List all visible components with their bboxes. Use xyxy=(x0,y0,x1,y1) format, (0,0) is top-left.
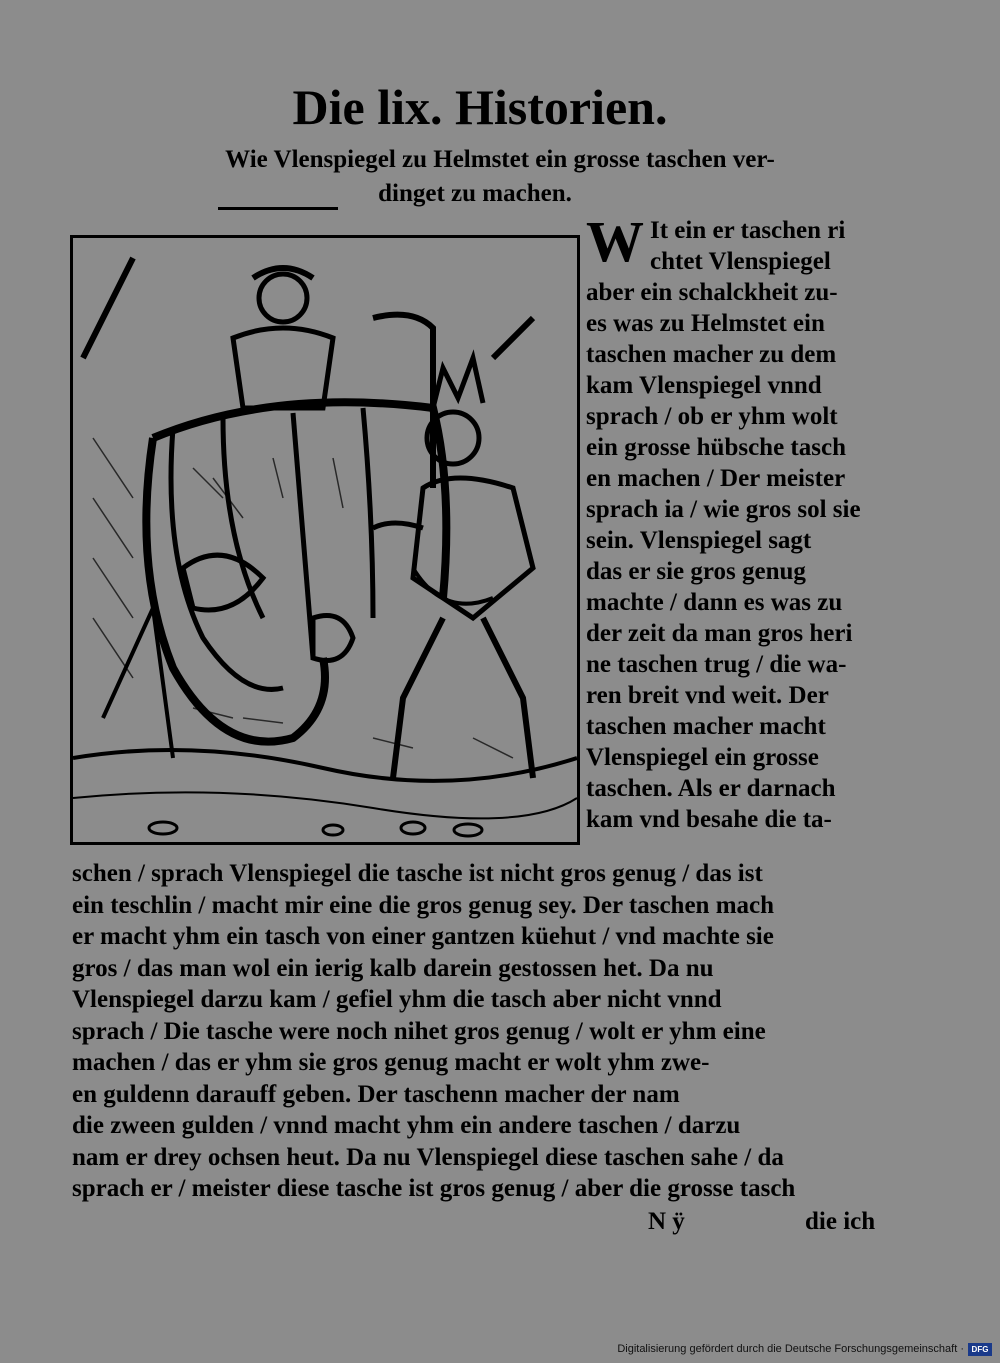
side-text-line: aber ein schalckheit zu- xyxy=(586,279,838,306)
side-text-line: Vlenspiegel ein grosse xyxy=(586,744,819,771)
woodcut-drawing xyxy=(73,238,577,842)
side-text-line: ein grosse hübsche tasch xyxy=(586,434,846,461)
chapter-subtitle-line-1: Wie Vlenspiegel zu Helmstet ein grosse taschen ver- xyxy=(225,146,775,173)
dfg-logo: DFG xyxy=(968,1343,992,1356)
full-text-line: sprach / Die tasche were noch nihet gros genug / wolt er yhm eine xyxy=(72,1017,766,1045)
side-text-line: It ein er taschen ri xyxy=(650,217,846,244)
side-text-line: en machen / Der meister xyxy=(586,465,846,492)
full-text-line: die zween gulden / vnnd macht yhm ein andere taschen / darzu xyxy=(72,1112,741,1139)
signature-mark: N ÿ xyxy=(648,1208,685,1235)
side-text-line: kam Vlenspiegel vnnd xyxy=(586,372,822,399)
full-text-line: sprach er / meister diese tasche ist gros genug / aber die grosse tasch xyxy=(72,1175,796,1202)
side-text-line: sein. Vlenspiegel sagt xyxy=(586,527,812,554)
side-text-line: es was zu Helmstet ein xyxy=(586,310,825,337)
full-text-line: gros / das man wol ein ierig kalb darein gestossen het. Da nu xyxy=(72,954,714,982)
full-text-line: er macht yhm ein tasch von einer gantzen küehut / vnd machte sie xyxy=(72,923,774,950)
full-text-line: en guldenn darauff geben. Der taschenn macher der nam xyxy=(72,1080,680,1108)
side-text-line: sprach ia / wie gros sol sie xyxy=(586,496,861,523)
catchword: die ich xyxy=(805,1208,876,1235)
full-text-line: nam er drey ochsen heut. Da nu Vlenspiegel diese taschen sahe / da xyxy=(72,1143,784,1171)
chapter-title: Die lix. Historien. xyxy=(292,79,668,135)
full-text-line: machen / das er yhm sie gros genug macht er wolt yhm zwe- xyxy=(72,1049,710,1076)
side-text-line: taschen. Als er darnach xyxy=(586,775,836,802)
side-text-line: ren breit vnd weit. Der xyxy=(586,682,829,709)
full-text-line: Vlenspiegel darzu kam / gefiel yhm die tasch aber nicht vnnd xyxy=(72,986,722,1013)
full-text-line: ein teschlin / macht mir eine die gros genug sey. Der taschen mach xyxy=(72,891,775,919)
chapter-subtitle-line-2: dinget zu machen. xyxy=(378,180,572,207)
full-text-line: schen / sprach Vlenspiegel die tasche ist nicht gros genug / das ist xyxy=(72,860,763,887)
side-text-line: taschen macher macht xyxy=(586,713,826,740)
side-text-line: machte / dann es was zu xyxy=(586,589,843,616)
side-text-line: chtet Vlenspiegel xyxy=(650,248,831,275)
left-rule xyxy=(218,207,338,210)
woodcut-illustration xyxy=(70,235,580,845)
side-text-line: sprach / ob er yhm wolt xyxy=(586,403,838,430)
side-text-line: ne taschen trug / die wa- xyxy=(586,651,847,678)
side-text-line: der zeit da man gros heri xyxy=(586,620,853,647)
drop-cap-initial: W xyxy=(586,209,644,274)
side-text-line: kam vnd besahe die ta- xyxy=(586,806,832,833)
side-text-line: das er sie gros genug xyxy=(586,558,806,585)
side-text-line: taschen macher zu dem xyxy=(586,341,837,368)
digitization-credit: Digitalisierung gefördert durch die Deutsche Forschungsgemeinschaft · xyxy=(617,1343,964,1355)
